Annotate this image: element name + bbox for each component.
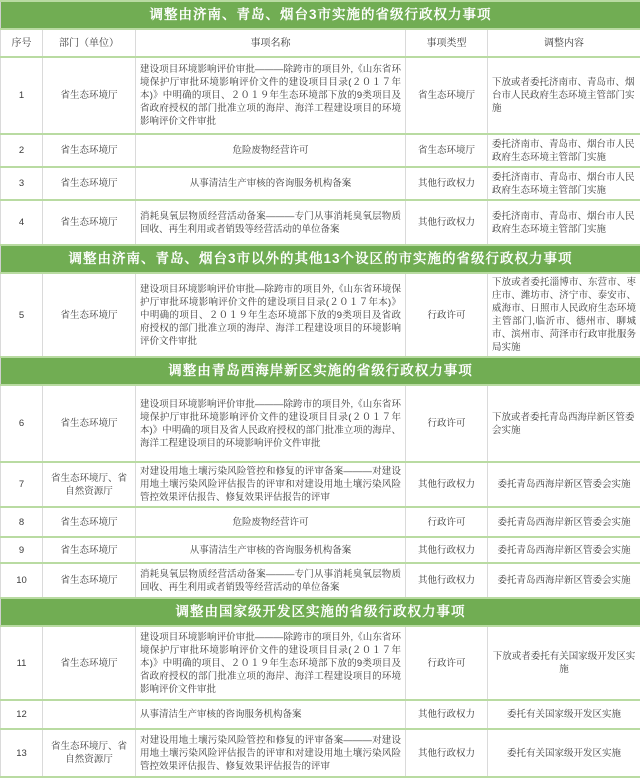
column-header-name: 事项名称 bbox=[136, 29, 406, 57]
dept-cell: 省生态环境厅 bbox=[43, 563, 136, 598]
name-cell: 建设项目环境影响评价审批———除跨市的项目外,《山东省环境保护厅审批环境影响评价文件的建设项目目录(２０１７年本)》中明确的项目、２０１９年生态环境部下放的9类项目及省政府授权的部门批准立项的海岸、海洋工程建设项目的环境影响评价文件审批 bbox=[136, 626, 406, 700]
table-row bbox=[1, 537, 640, 563]
dept-cell bbox=[43, 700, 136, 729]
table-row bbox=[1, 200, 640, 245]
adjust-cell: 下放或者委托济南市、青岛市、烟台市人民政府生态环境主管部门实施 bbox=[488, 57, 640, 134]
name-cell: 建设项目环境影响评价审批———除跨市的项目外,《山东省环境保护厅审批环境影响评价文件的建设项目目录(２０１７年本)》中明确的项目及省人民政府授权的部门批准立项的海岸、海洋工程建设项目的环境影响评价文件审批 bbox=[136, 385, 406, 462]
name-cell: 消耗臭氧层物质经营活动备案———专门从事消耗臭氧层物质回收、再生利用或者销毁等经营活动的单位备案 bbox=[136, 563, 406, 598]
type-cell: 行政许可 bbox=[406, 507, 488, 537]
name-cell: 危险废物经营许可 bbox=[136, 134, 406, 167]
type-cell: 行政许可 bbox=[406, 385, 488, 462]
type-cell: 其他行政权力 bbox=[406, 462, 488, 507]
table-row bbox=[1, 57, 640, 134]
name-cell: 危险废物经营许可 bbox=[136, 507, 406, 537]
serial-cell: 4 bbox=[1, 200, 43, 245]
table-row bbox=[1, 462, 640, 507]
dept-cell: 省生态环境厅 bbox=[43, 134, 136, 167]
column-header-dept: 部门（单位） bbox=[43, 29, 136, 57]
section-header-row bbox=[1, 1, 640, 29]
adjust-cell: 委托青岛西海岸新区管委会实施 bbox=[488, 537, 640, 563]
serial-cell: 8 bbox=[1, 507, 43, 537]
table-row bbox=[1, 626, 640, 700]
adjust-cell: 委托济南市、青岛市、烟台市人民政府生态环境主管部门实施 bbox=[488, 167, 640, 200]
column-header-row bbox=[1, 29, 640, 57]
name-cell: 建设项目环境影响评价审批—除跨市的项目外,《山东省环境保护厅审批环境影响评价文件的建设项目目录(２０１７年本)》中明确的项目、２０１９年生态环境部下放的9类项目及省政府授权的部门批准立项的海岸、海洋工程建设项目的环境影响评价文件审批 bbox=[136, 273, 406, 357]
type-cell: 其他行政权力 bbox=[406, 200, 488, 245]
serial-cell: 1 bbox=[1, 57, 43, 134]
adjust-cell: 委托济南市、青岛市、烟台市人民政府生态环境主管部门实施 bbox=[488, 134, 640, 167]
dept-cell: 省生态环境厅 bbox=[43, 385, 136, 462]
serial-cell: 6 bbox=[1, 385, 43, 462]
type-cell: 其他行政权力 bbox=[406, 729, 488, 777]
adjust-cell: 委托青岛西海岸新区管委会实施 bbox=[488, 507, 640, 537]
serial-cell: 7 bbox=[1, 462, 43, 507]
name-cell: 对建设用地土壤污染风险管控和修复的评审备案———对建设用地土壤污染风险评估报告的评审和对建设用地土壤污染风险管控效果评估报告、修复效果评估报告的评审 bbox=[136, 729, 406, 777]
type-cell: 其他行政权力 bbox=[406, 700, 488, 729]
column-header-adjust: 调整内容 bbox=[488, 29, 640, 57]
type-cell: 省生态环境厅 bbox=[406, 57, 488, 134]
dept-cell: 省生态环境厅 bbox=[43, 200, 136, 245]
column-header-type: 事项类型 bbox=[406, 29, 488, 57]
adjust-cell: 下放或者委托有关国家级开发区实施 bbox=[488, 626, 640, 700]
column-header-no: 序号 bbox=[1, 29, 43, 57]
name-cell: 从事清洁生产审核的咨询服务机构备案 bbox=[136, 167, 406, 200]
dept-cell: 省生态环境厅 bbox=[43, 626, 136, 700]
name-cell: 从事清洁生产审核的咨询服务机构备案 bbox=[136, 537, 406, 563]
section-title: 调整由济南、青岛、烟台3市以外的其他13个设区的市实施的省级行政权力事项 bbox=[1, 245, 640, 273]
table-row bbox=[1, 729, 640, 777]
section-title: 调整由国家级开发区实施的省级行政权力事项 bbox=[1, 598, 640, 626]
adjust-cell: 委托有关国家级开发区实施 bbox=[488, 729, 640, 777]
adjust-cell: 委托济南市、青岛市、烟台市人民政府生态环境主管部门实施 bbox=[488, 200, 640, 245]
type-cell: 其他行政权力 bbox=[406, 167, 488, 200]
serial-cell: 13 bbox=[1, 729, 43, 777]
table-row bbox=[1, 507, 640, 537]
section-title: 调整由青岛西海岸新区实施的省级行政权力事项 bbox=[1, 357, 640, 385]
adjust-cell: 委托青岛西海岸新区管委会实施 bbox=[488, 563, 640, 598]
dept-cell: 省生态环境厅 bbox=[43, 507, 136, 537]
serial-cell: 2 bbox=[1, 134, 43, 167]
section-header-row bbox=[1, 598, 640, 626]
table-row bbox=[1, 563, 640, 598]
section-header-row bbox=[1, 245, 640, 273]
adjust-cell: 委托有关国家级开发区实施 bbox=[488, 700, 640, 729]
table-row bbox=[1, 167, 640, 200]
name-cell: 消耗臭氧层物质经营活动备案———专门从事消耗臭氧层物质回收、再生利用或者销毁等经营活动的单位备案 bbox=[136, 200, 406, 245]
table-row bbox=[1, 273, 640, 357]
type-cell: 其他行政权力 bbox=[406, 537, 488, 563]
serial-cell: 12 bbox=[1, 700, 43, 729]
dept-cell: 省生态环境厅 bbox=[43, 57, 136, 134]
dept-cell: 省生态环境厅 bbox=[43, 537, 136, 563]
table-row bbox=[1, 134, 640, 167]
section-header-row bbox=[1, 357, 640, 385]
adjust-cell: 委托青岛西海岸新区管委会实施 bbox=[488, 462, 640, 507]
name-cell: 建设项目环境影响评价审批———除跨市的项目外,《山东省环境保护厅审批环境影响评价文件的建设项目目录(２０１７年本)》中明确的项目、２０１９年生态环境部下放的9类项目及省政府授权的部门批准立项的海岸、海洋工程建设项目的环境影响评价文件审批 bbox=[136, 57, 406, 134]
table-row bbox=[1, 385, 640, 462]
type-cell: 行政许可 bbox=[406, 626, 488, 700]
dept-cell: 省生态环境厅、省自然资源厅 bbox=[43, 729, 136, 777]
name-cell: 对建设用地土壤污染风险管控和修复的评审备案———对建设用地土壤污染风险评估报告的评审和对建设用地土壤污染风险管控效果评估报告、修复效果评估报告的评审 bbox=[136, 462, 406, 507]
adjust-cell: 下放或者委托淄博市、东营市、枣庄市、潍坊市、济宁市、泰安市、威海市、日照市人民政府生态环境主管部门,临沂市、德州市、聊城市、滨州市、菏泽市行政审批服务局实施 bbox=[488, 273, 640, 357]
dept-cell: 省生态环境厅、省自然资源厅 bbox=[43, 462, 136, 507]
type-cell: 省生态环境厅 bbox=[406, 134, 488, 167]
serial-cell: 3 bbox=[1, 167, 43, 200]
dept-cell: 省生态环境厅 bbox=[43, 273, 136, 357]
name-cell: 从事清洁生产审核的咨询服务机构备案 bbox=[136, 700, 406, 729]
type-cell: 行政许可 bbox=[406, 273, 488, 357]
serial-cell: 9 bbox=[1, 537, 43, 563]
serial-cell: 11 bbox=[1, 626, 43, 700]
type-cell: 其他行政权力 bbox=[406, 563, 488, 598]
serial-cell: 10 bbox=[1, 563, 43, 598]
serial-cell: 5 bbox=[1, 273, 43, 357]
adjust-cell: 下放或者委托青岛西海岸新区管委会实施 bbox=[488, 385, 640, 462]
dept-cell: 省生态环境厅 bbox=[43, 167, 136, 200]
table-row bbox=[1, 700, 640, 729]
section-title: 调整由济南、青岛、烟台3市实施的省级行政权力事项 bbox=[1, 1, 640, 29]
